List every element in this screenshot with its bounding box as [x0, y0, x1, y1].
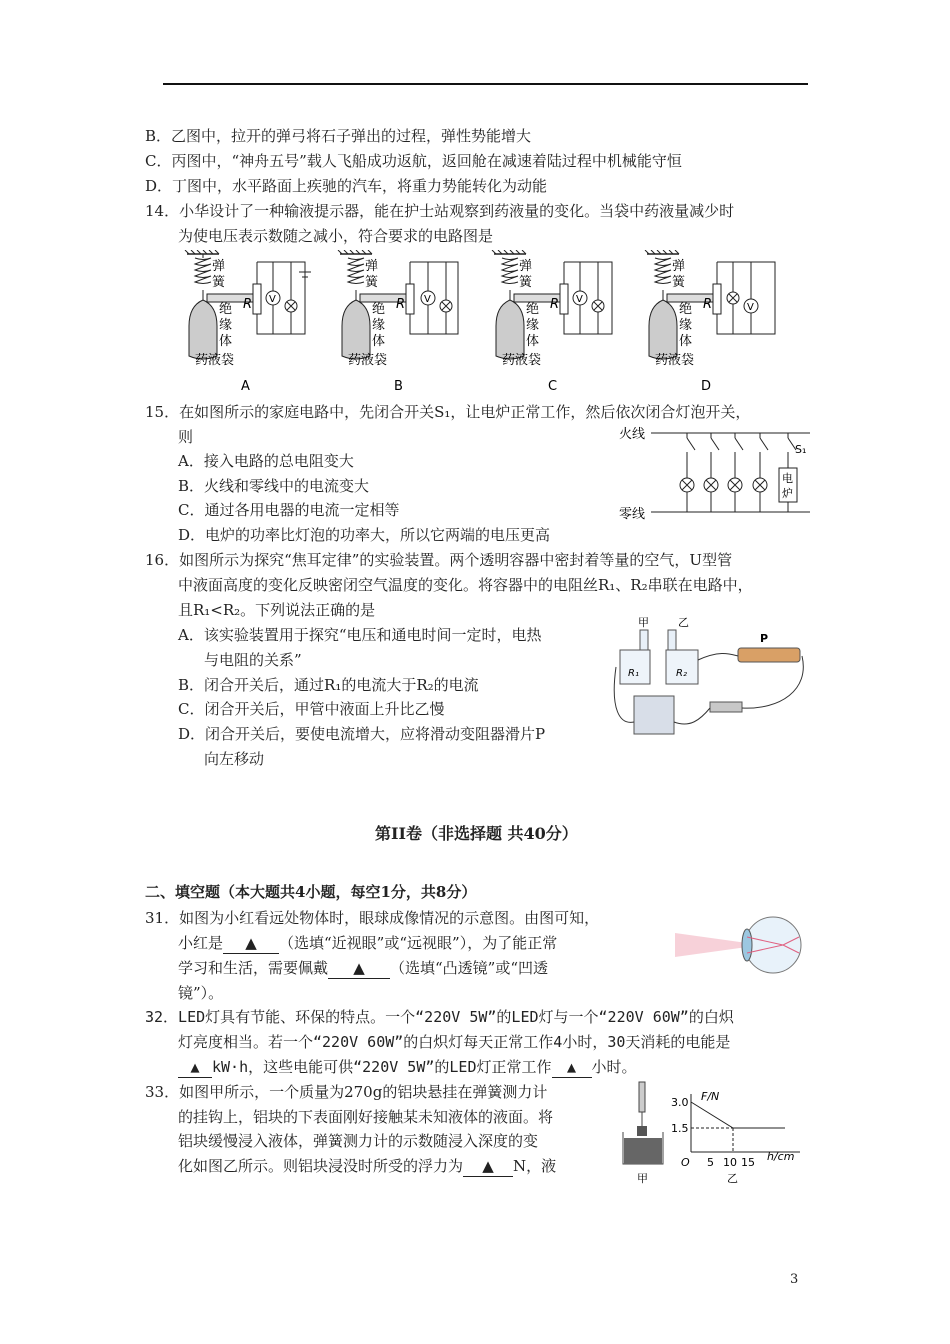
svg-text:绝: 绝	[679, 302, 693, 317]
svg-text:簧: 簧	[672, 275, 686, 290]
q15-option-a: A．接入电路的总电阻变大	[178, 452, 354, 470]
svg-text:药液袋: 药液袋	[655, 353, 695, 368]
q32-line1: 32．LED灯具有节能、环保的特点。一个“220V 5W”的LED灯与一个“220V 60W”的白炽	[145, 1008, 734, 1026]
q15-household-circuit	[615, 420, 815, 525]
svg-text:绝: 绝	[372, 302, 386, 317]
q16-option-d-cont: 向左移动	[204, 750, 265, 768]
svg-text:F/N: F/N	[701, 1090, 720, 1103]
svg-text:甲: 甲	[637, 1172, 648, 1185]
svg-text:簧: 簧	[212, 275, 226, 290]
q31-line1: 31．如图为小红看远处物体时，眼球成像情况的示意图。由图可知，	[145, 909, 600, 927]
q33-line3: 铝块缓慢浸入液体，弹簧测力计的示数随浸入深度的变	[178, 1132, 539, 1150]
svg-text:药液袋: 药液袋	[195, 353, 235, 368]
svg-text:缘: 缘	[526, 318, 540, 333]
svg-text:乙: 乙	[678, 616, 689, 629]
q33-figures	[615, 1080, 805, 1190]
q14-circuit-b	[338, 250, 458, 394]
q16-stem-cont2: 且R₁<R₂。下列说法正确的是	[178, 601, 376, 619]
svg-text:缘: 缘	[679, 318, 693, 333]
svg-text:S₁: S₁	[795, 443, 807, 456]
svg-text:10: 10	[723, 1156, 737, 1169]
section-2-title: 第II卷（非选择题 共40分）	[375, 824, 578, 843]
q13-option-d: D．丁图中，水平路面上疾驰的汽车，将重力势能转化为动能	[145, 177, 548, 195]
q31-line4: 镜”）。	[178, 984, 224, 1002]
q16-option-d: D．闭合开关后，要使电流增大，应将滑动变阻器滑片P	[178, 725, 546, 743]
q14-circuit-a	[185, 250, 311, 394]
answer-blank[interactable]: ▲	[328, 958, 390, 979]
q16-option-c: C．闭合开关后，甲管中液面上升比乙慢	[178, 700, 445, 718]
q32-line2: 灯亮度相当。若一个“220V 60W”的白炽灯每天正常工作4小时，30天消耗的电能是	[178, 1033, 731, 1051]
svg-text:V: V	[747, 302, 754, 313]
svg-text:R: R	[550, 297, 560, 312]
svg-text:体: 体	[219, 334, 233, 349]
svg-text:甲: 甲	[638, 616, 649, 629]
svg-text:弹: 弹	[672, 259, 686, 274]
q15-stem-cont: 则	[178, 428, 194, 446]
svg-text:15: 15	[741, 1156, 755, 1169]
svg-text:1.5: 1.5	[671, 1122, 689, 1135]
svg-text:药液袋: 药液袋	[502, 353, 542, 368]
svg-text:体: 体	[526, 334, 540, 349]
svg-text:V: V	[576, 294, 583, 305]
q31-line2: 小红是 ▲ （选填“近视眼”或“远视眼”），为了能正常	[178, 934, 558, 952]
answer-blank[interactable]: ▲	[223, 933, 279, 954]
svg-text:R: R	[703, 297, 713, 312]
q15-stem: 15．在如图所示的家庭电路中，先闭合开关S₁，让电炉正常工作，然后依次闭合灯泡开关，	[145, 403, 751, 421]
q15-option-d: D．电炉的功率比灯泡的功率大，所以它两端的电压更高	[178, 526, 551, 544]
svg-text:缘: 缘	[372, 318, 386, 333]
q13-option-b: B．乙图中，拉开的弹弓将石子弹出的过程，弹性势能增大	[145, 127, 532, 145]
svg-text:5: 5	[707, 1156, 714, 1169]
svg-text:B: B	[394, 379, 403, 394]
part-2-title: 二、填空题（本大题共4小题，每空1分，共8分）	[145, 883, 477, 901]
svg-text:电: 电	[782, 472, 793, 485]
q14-stem: 14．小华设计了一种输液提示器，能在护士站观察到药液量的变化。当袋中药液量减少时	[145, 202, 735, 220]
svg-text:C: C	[548, 379, 558, 394]
q33-line2: 的挂钩上，铝块的下表面刚好接触某未知液体的液面。将	[178, 1108, 554, 1126]
q15-option-b: B．火线和零线中的电流变大	[178, 477, 370, 495]
svg-text:R: R	[243, 297, 253, 312]
q31-line3: 学习和生活，需要佩戴 ▲ （选填“凸透镜”或“凹透	[178, 959, 549, 977]
q13-option-c: C．丙图中，“神舟五号”载人飞船成功返航，返回舱在减速着陆过程中机械能守恒	[145, 152, 682, 170]
svg-text:P: P	[760, 632, 769, 645]
svg-text:R₂: R₂	[676, 668, 687, 679]
q16-option-a: A．该实验装置用于探究“电压和通电时间一定时，电热	[178, 626, 542, 644]
page-number: 3	[790, 1272, 799, 1287]
svg-text:体: 体	[372, 334, 386, 349]
svg-text:体: 体	[679, 334, 693, 349]
answer-blank[interactable]: ▲	[178, 1057, 212, 1078]
q31-eye-diagram	[675, 915, 805, 975]
q16-joule-apparatus	[610, 610, 815, 745]
svg-text:R₁: R₁	[628, 668, 639, 679]
q33-line4: 化如图乙所示。则铝块浸没时所受的浮力为 ▲ N，液	[178, 1157, 557, 1175]
svg-text:火线: 火线	[619, 427, 646, 442]
svg-text:乙: 乙	[727, 1172, 738, 1185]
q32-line3: ▲ kW·h，这些电能可供“220V 5W”的LED灯正常工作 ▲ 小时。	[178, 1057, 637, 1078]
svg-text:R: R	[396, 297, 406, 312]
svg-text:绝: 绝	[526, 302, 540, 317]
q14-stem-cont: 为使电压表示数随之减小，符合要求的电路图是	[178, 227, 494, 245]
q14-circuit-c	[492, 250, 612, 394]
svg-text:V: V	[269, 294, 276, 305]
svg-text:绝: 绝	[219, 302, 233, 317]
q16-option-a-cont: 与电阻的关系”	[204, 651, 302, 669]
svg-text:V: V	[424, 294, 431, 305]
svg-text:弹: 弹	[365, 259, 379, 274]
svg-text:簧: 簧	[519, 275, 533, 290]
answer-blank[interactable]: ▲	[552, 1057, 592, 1078]
q16-option-b: B．闭合开关后，通过R₁的电流大于R₂的电流	[178, 676, 479, 694]
svg-text:D: D	[701, 379, 712, 394]
answer-blank[interactable]: ▲	[463, 1156, 513, 1177]
svg-text:h/cm: h/cm	[767, 1150, 795, 1163]
svg-text:O: O	[681, 1156, 690, 1169]
svg-text:弹: 弹	[212, 259, 226, 274]
svg-text:零线: 零线	[619, 507, 646, 522]
svg-text:簧: 簧	[365, 275, 379, 290]
svg-text:3.0: 3.0	[671, 1096, 689, 1109]
svg-text:弹: 弹	[519, 259, 533, 274]
header-rule	[163, 83, 808, 85]
q14-circuit-d	[645, 250, 775, 394]
svg-text:缘: 缘	[219, 318, 233, 333]
q14-circuit-figures	[175, 250, 785, 395]
q16-stem-cont1: 中液面高度的变化反映密闭空气温度的变化。将容器中的电阻丝R₁、R₂串联在电路中，	[178, 576, 753, 594]
q15-option-c: C．通过各用电器的电流一定相等	[178, 501, 400, 519]
q33-line1: 33．如图甲所示，一个质量为270g的铝块悬挂在弹簧测力计	[145, 1083, 548, 1101]
svg-text:炉: 炉	[782, 487, 793, 500]
q16-stem: 16．如图所示为探究“焦耳定律”的实验装置。两个透明容器中密封着等量的空气，U型管	[145, 551, 733, 569]
svg-text:A: A	[241, 379, 250, 394]
svg-text:药液袋: 药液袋	[348, 353, 388, 368]
